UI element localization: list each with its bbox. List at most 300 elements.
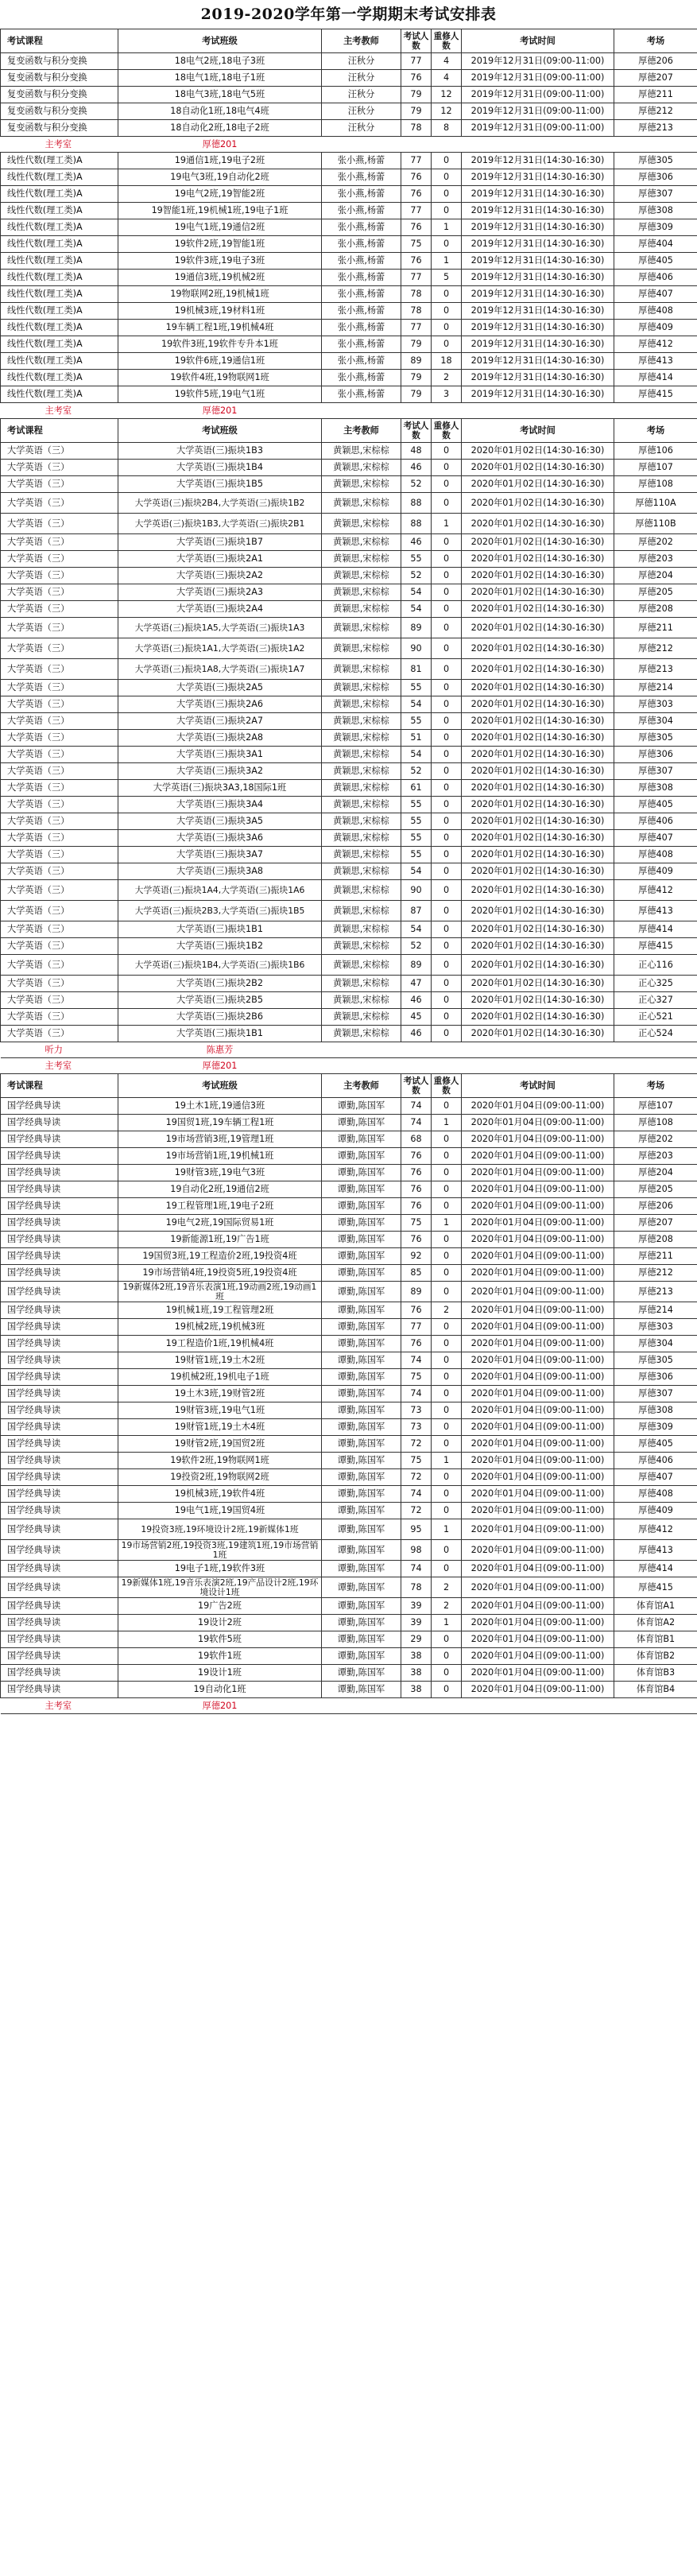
classes-cell: 大学英语(三)振块2A3 xyxy=(118,584,322,601)
time-cell: 2019年12月31日(14:30-16:30) xyxy=(462,336,614,353)
note-blank xyxy=(322,1058,697,1074)
teacher-cell: 黄颖思,宋棕棕 xyxy=(322,797,401,813)
room-cell: 厚德213 xyxy=(614,120,697,137)
retake-cell: 1 xyxy=(432,1519,462,1540)
teacher-cell: 黄颖思,宋棕棕 xyxy=(322,847,401,863)
room-cell: 厚德206 xyxy=(614,1198,697,1215)
room-cell: 厚德205 xyxy=(614,584,697,601)
table-row xyxy=(1,236,697,253)
course-cell: 国学经典导读 xyxy=(1,1352,118,1369)
retake-cell: 0 xyxy=(432,1026,462,1042)
teacher-cell: 张小燕,杨蕾 xyxy=(322,336,401,353)
retake-cell: 1 xyxy=(432,1115,462,1131)
room-cell: 厚德306 xyxy=(614,169,697,186)
time-cell: 2020年01月02日(14:30-16:30) xyxy=(462,847,614,863)
time-cell: 2019年12月31日(14:30-16:30) xyxy=(462,253,614,270)
table-row xyxy=(1,203,697,219)
room-cell: 厚德405 xyxy=(614,1436,697,1453)
room-cell: 厚德108 xyxy=(614,476,697,493)
time-cell: 2020年01月02日(14:30-16:30) xyxy=(462,534,614,551)
retake-cell: 0 xyxy=(432,203,462,219)
room-cell: 厚德409 xyxy=(614,863,697,880)
count-cell: 73 xyxy=(401,1419,432,1436)
retake-cell: 0 xyxy=(432,443,462,460)
course-cell: 线性代数(理工类)A xyxy=(1,353,118,370)
time-cell: 2020年01月02日(14:30-16:30) xyxy=(462,638,614,659)
retake-cell: 0 xyxy=(432,1648,462,1665)
count-cell: 54 xyxy=(401,584,432,601)
room-cell: 正心116 xyxy=(614,955,697,976)
room-cell: 厚德306 xyxy=(614,747,697,763)
teacher-cell: 黄颖思,宋棕棕 xyxy=(322,938,401,955)
retake-cell: 3 xyxy=(432,386,462,403)
retake-cell: 1 xyxy=(432,1615,462,1631)
table-row xyxy=(1,797,697,813)
room-cell: 厚德407 xyxy=(614,1469,697,1486)
table-row xyxy=(1,1402,697,1419)
classes-cell: 19投资3班,19环境设计2班,19新媒体1班 xyxy=(118,1519,322,1540)
teacher-cell: 张小燕,杨蕾 xyxy=(322,253,401,270)
classes-cell: 19物联网2班,19机械1班 xyxy=(118,286,322,303)
table-row xyxy=(1,976,697,992)
room-cell: 厚德303 xyxy=(614,696,697,713)
time-cell: 2020年01月04日(09:00-11:00) xyxy=(462,1098,614,1115)
teacher-cell: 黄颖思,宋棕棕 xyxy=(322,747,401,763)
note-value: 陈惠芳 xyxy=(118,1042,322,1058)
course-cell: 线性代数(理工类)A xyxy=(1,320,118,336)
retake-cell: 0 xyxy=(432,286,462,303)
teacher-cell: 黄颖思,宋棕棕 xyxy=(322,443,401,460)
room-cell: 厚德413 xyxy=(614,1540,697,1561)
room-cell: 厚德408 xyxy=(614,303,697,320)
course-cell: 大学英语（三） xyxy=(1,696,118,713)
room-cell: 厚德213 xyxy=(614,659,697,680)
retake-cell: 0 xyxy=(432,1131,462,1148)
retake-cell: 0 xyxy=(432,153,462,169)
table-row xyxy=(1,551,697,568)
retake-cell: 0 xyxy=(432,992,462,1009)
count-cell: 46 xyxy=(401,1026,432,1042)
classes-cell: 19市场营销2班,19投资3班,19建筑1班,19市场营销1班 xyxy=(118,1540,322,1561)
classes-cell: 大学英语(三)振块3A3,18国际1班 xyxy=(118,780,322,797)
time-cell: 2020年01月02日(14:30-16:30) xyxy=(462,696,614,713)
retake-cell: 0 xyxy=(432,169,462,186)
classes-cell: 19新媒体2班,19音乐表演1班,19动画2班,19动画1班 xyxy=(118,1282,322,1302)
time-cell: 2020年01月02日(14:30-16:30) xyxy=(462,680,614,696)
teacher-cell: 张小燕,杨蕾 xyxy=(322,236,401,253)
table-row xyxy=(1,493,697,514)
count-cell: 76 xyxy=(401,253,432,270)
teacher-cell: 张小燕,杨蕾 xyxy=(322,169,401,186)
retake-cell: 0 xyxy=(432,638,462,659)
count-cell: 79 xyxy=(401,87,432,103)
teacher-cell: 黄颖思,宋棕棕 xyxy=(322,921,401,938)
count-cell: 81 xyxy=(401,659,432,680)
room-cell: 厚德308 xyxy=(614,1402,697,1419)
room-cell: 厚德107 xyxy=(614,1098,697,1115)
table-row xyxy=(1,1302,697,1319)
header-time: 考试时间 xyxy=(462,29,614,53)
teacher-cell: 黄颖思,宋棕棕 xyxy=(322,713,401,730)
time-cell: 2019年12月31日(09:00-11:00) xyxy=(462,53,614,70)
retake-cell: 2 xyxy=(432,1302,462,1319)
retake-cell: 0 xyxy=(432,696,462,713)
retake-cell: 0 xyxy=(432,1319,462,1336)
classes-cell: 18电气2班,18电子3班 xyxy=(118,53,322,70)
retake-cell: 1 xyxy=(432,1215,462,1232)
course-cell: 大学英语（三） xyxy=(1,534,118,551)
count-cell: 90 xyxy=(401,880,432,901)
course-cell: 大学英语（三） xyxy=(1,713,118,730)
table-row xyxy=(1,1631,697,1648)
teacher-cell: 张小燕,杨蕾 xyxy=(322,203,401,219)
table-row xyxy=(1,270,697,286)
course-cell: 国学经典导读 xyxy=(1,1148,118,1165)
count-cell: 76 xyxy=(401,70,432,87)
time-cell: 2020年01月04日(09:00-11:00) xyxy=(462,1503,614,1519)
room-cell: 厚德108 xyxy=(614,1115,697,1131)
count-cell: 55 xyxy=(401,830,432,847)
time-cell: 2020年01月02日(14:30-16:30) xyxy=(462,460,614,476)
course-cell: 线性代数(理工类)A xyxy=(1,286,118,303)
time-cell: 2019年12月31日(14:30-16:30) xyxy=(462,186,614,203)
course-cell: 大学英语（三） xyxy=(1,493,118,514)
teacher-cell: 张小燕,杨蕾 xyxy=(322,153,401,169)
table-row xyxy=(1,638,697,659)
retake-cell: 1 xyxy=(432,1453,462,1469)
room-cell: 厚德207 xyxy=(614,70,697,87)
retake-cell: 0 xyxy=(432,551,462,568)
room-cell: 厚德406 xyxy=(614,270,697,286)
time-cell: 2020年01月02日(14:30-16:30) xyxy=(462,955,614,976)
teacher-cell: 张小燕,杨蕾 xyxy=(322,286,401,303)
table-row xyxy=(1,1336,697,1352)
time-cell: 2019年12月31日(14:30-16:30) xyxy=(462,153,614,169)
room-cell: 厚德414 xyxy=(614,921,697,938)
time-cell: 2020年01月04日(09:00-11:00) xyxy=(462,1402,614,1419)
retake-cell: 0 xyxy=(432,534,462,551)
classes-cell: 19广告2班 xyxy=(118,1598,322,1615)
course-cell: 国学经典导读 xyxy=(1,1319,118,1336)
course-cell: 线性代数(理工类)A xyxy=(1,203,118,219)
table-row xyxy=(1,87,697,103)
header-classes: 考试班级 xyxy=(118,29,322,53)
time-cell: 2020年01月04日(09:00-11:00) xyxy=(462,1319,614,1336)
table-row xyxy=(1,1181,697,1198)
classes-cell: 19国贸1班,19车辆工程1班 xyxy=(118,1115,322,1131)
room-cell: 正心524 xyxy=(614,1026,697,1042)
retake-cell: 0 xyxy=(432,813,462,830)
retake-cell: 0 xyxy=(432,1352,462,1369)
time-cell: 2019年12月31日(09:00-11:00) xyxy=(462,87,614,103)
retake-cell: 0 xyxy=(432,1165,462,1181)
table-row xyxy=(1,1026,697,1042)
teacher-cell: 黄颖思,宋棕棕 xyxy=(322,460,401,476)
course-cell: 大学英语（三） xyxy=(1,551,118,568)
count-cell: 89 xyxy=(401,955,432,976)
retake-cell: 0 xyxy=(432,1469,462,1486)
room-cell: 厚德214 xyxy=(614,1302,697,1319)
classes-cell: 19软件5班 xyxy=(118,1631,322,1648)
course-cell: 大学英语（三） xyxy=(1,830,118,847)
course-cell: 复变函数与积分变换 xyxy=(1,87,118,103)
count-cell: 89 xyxy=(401,353,432,370)
table-row xyxy=(1,1615,697,1631)
count-cell: 75 xyxy=(401,1215,432,1232)
time-cell: 2020年01月04日(09:00-11:00) xyxy=(462,1631,614,1648)
room-cell: 厚德414 xyxy=(614,1561,697,1577)
teacher-cell: 谭勤,陈国军 xyxy=(322,1436,401,1453)
time-cell: 2020年01月02日(14:30-16:30) xyxy=(462,730,614,747)
teacher-cell: 黄颖思,宋棕棕 xyxy=(322,780,401,797)
room-cell: 厚德415 xyxy=(614,1577,697,1598)
classes-cell: 19电气2班,19国际贸易1班 xyxy=(118,1215,322,1232)
teacher-cell: 汪秋分 xyxy=(322,120,401,137)
time-cell: 2020年01月04日(09:00-11:00) xyxy=(462,1115,614,1131)
header-retake: 重修人数 xyxy=(432,419,462,443)
retake-cell: 0 xyxy=(432,236,462,253)
note-label: 主考室 xyxy=(1,137,118,153)
table-row xyxy=(1,601,697,618)
teacher-cell: 黄颖思,宋棕棕 xyxy=(322,534,401,551)
time-cell: 2019年12月31日(14:30-16:30) xyxy=(462,303,614,320)
course-cell: 大学英语（三） xyxy=(1,847,118,863)
classes-cell: 19市场营销3班,19管理1班 xyxy=(118,1131,322,1148)
course-cell: 线性代数(理工类)A xyxy=(1,336,118,353)
classes-cell: 大学英语(三)振块2A5 xyxy=(118,680,322,696)
room-cell: 厚德207 xyxy=(614,1215,697,1232)
table-row xyxy=(1,880,697,901)
course-cell: 国学经典导读 xyxy=(1,1232,118,1248)
course-cell: 国学经典导读 xyxy=(1,1215,118,1232)
teacher-cell: 谭勤,陈国军 xyxy=(322,1615,401,1631)
course-cell: 国学经典导读 xyxy=(1,1631,118,1648)
note-blank xyxy=(322,137,697,153)
count-cell: 75 xyxy=(401,1369,432,1386)
teacher-cell: 张小燕,杨蕾 xyxy=(322,320,401,336)
table-row xyxy=(1,747,697,763)
classes-cell: 大学英语(三)振块2B2 xyxy=(118,976,322,992)
time-cell: 2020年01月04日(09:00-11:00) xyxy=(462,1436,614,1453)
retake-cell: 0 xyxy=(432,763,462,780)
classes-cell: 19市场营销1班,19机械1班 xyxy=(118,1148,322,1165)
header-count: 考试人数 xyxy=(401,29,432,53)
table-row xyxy=(1,53,697,70)
room-cell: 厚德206 xyxy=(614,53,697,70)
retake-cell: 0 xyxy=(432,1631,462,1648)
header-teacher: 主考教师 xyxy=(322,29,401,53)
room-cell: 厚德407 xyxy=(614,286,697,303)
retake-cell: 0 xyxy=(432,303,462,320)
table-row xyxy=(1,863,697,880)
room-cell: 厚德212 xyxy=(614,103,697,120)
course-cell: 大学英语（三） xyxy=(1,763,118,780)
time-cell: 2020年01月02日(14:30-16:30) xyxy=(462,992,614,1009)
note-label: 主考室 xyxy=(1,1058,118,1074)
retake-cell: 1 xyxy=(432,253,462,270)
room-cell: 厚德214 xyxy=(614,680,697,696)
retake-cell: 2 xyxy=(432,1598,462,1615)
count-cell: 77 xyxy=(401,53,432,70)
table-row xyxy=(1,1682,697,1698)
course-cell: 线性代数(理工类)A xyxy=(1,386,118,403)
course-cell: 大学英语（三） xyxy=(1,747,118,763)
retake-cell: 0 xyxy=(432,1665,462,1682)
room-cell: 厚德307 xyxy=(614,763,697,780)
teacher-cell: 黄颖思,宋棕棕 xyxy=(322,863,401,880)
count-cell: 76 xyxy=(401,1148,432,1165)
note-row xyxy=(1,1042,697,1058)
room-cell: 厚德208 xyxy=(614,1232,697,1248)
teacher-cell: 张小燕,杨蕾 xyxy=(322,219,401,236)
classes-cell: 大学英语(三)振块2A8 xyxy=(118,730,322,747)
teacher-cell: 黄颖思,宋棕棕 xyxy=(322,514,401,534)
count-cell: 48 xyxy=(401,443,432,460)
course-cell: 大学英语（三） xyxy=(1,901,118,921)
teacher-cell: 黄颖思,宋棕棕 xyxy=(322,696,401,713)
table-row xyxy=(1,460,697,476)
teacher-cell: 黄颖思,宋棕棕 xyxy=(322,992,401,1009)
classes-cell: 大学英语(三)振块2A1 xyxy=(118,551,322,568)
classes-cell: 19电气3班,19自动化2班 xyxy=(118,169,322,186)
note-row xyxy=(1,137,697,153)
header-row xyxy=(1,1074,697,1098)
table-row xyxy=(1,921,697,938)
course-cell: 线性代数(理工类)A xyxy=(1,236,118,253)
course-cell: 国学经典导读 xyxy=(1,1503,118,1519)
note-blank xyxy=(322,1042,697,1058)
count-cell: 74 xyxy=(401,1352,432,1369)
table-row xyxy=(1,120,697,137)
course-cell: 大学英语（三） xyxy=(1,992,118,1009)
classes-cell: 大学英语(三)振块1B2 xyxy=(118,938,322,955)
room-cell: 体育馆B2 xyxy=(614,1648,697,1665)
teacher-cell: 黄颖思,宋棕棕 xyxy=(322,730,401,747)
time-cell: 2019年12月31日(14:30-16:30) xyxy=(462,353,614,370)
teacher-cell: 谭勤,陈国军 xyxy=(322,1386,401,1402)
retake-cell: 2 xyxy=(432,370,462,386)
course-cell: 国学经典导读 xyxy=(1,1165,118,1181)
room-cell: 厚德211 xyxy=(614,618,697,638)
count-cell: 74 xyxy=(401,1486,432,1503)
teacher-cell: 谭勤,陈国军 xyxy=(322,1265,401,1282)
room-cell: 正心521 xyxy=(614,1009,697,1026)
room-cell: 厚德405 xyxy=(614,253,697,270)
time-cell: 2019年12月31日(14:30-16:30) xyxy=(462,320,614,336)
table-row xyxy=(1,713,697,730)
retake-cell: 0 xyxy=(432,1540,462,1561)
count-cell: 51 xyxy=(401,730,432,747)
table-row xyxy=(1,1503,697,1519)
retake-cell: 0 xyxy=(432,863,462,880)
course-cell: 线性代数(理工类)A xyxy=(1,370,118,386)
table-row xyxy=(1,680,697,696)
retake-cell: 0 xyxy=(432,618,462,638)
note-value: 厚德201 xyxy=(118,403,322,419)
count-cell: 89 xyxy=(401,618,432,638)
room-cell: 厚德203 xyxy=(614,551,697,568)
teacher-cell: 黄颖思,宋棕棕 xyxy=(322,976,401,992)
retake-cell: 0 xyxy=(432,976,462,992)
count-cell: 90 xyxy=(401,638,432,659)
table-row xyxy=(1,1148,697,1165)
course-cell: 大学英语（三） xyxy=(1,880,118,901)
course-cell: 大学英语（三） xyxy=(1,1009,118,1026)
classes-cell: 19机械3班,19软件4班 xyxy=(118,1486,322,1503)
time-cell: 2020年01月02日(14:30-16:30) xyxy=(462,476,614,493)
teacher-cell: 黄颖思,宋棕棕 xyxy=(322,813,401,830)
count-cell: 98 xyxy=(401,1540,432,1561)
count-cell: 77 xyxy=(401,153,432,169)
note-value: 厚德201 xyxy=(118,137,322,153)
room-cell: 厚德305 xyxy=(614,1352,697,1369)
count-cell: 74 xyxy=(401,1098,432,1115)
teacher-cell: 谭勤,陈国军 xyxy=(322,1631,401,1648)
count-cell: 79 xyxy=(401,370,432,386)
classes-cell: 19财管3班,19电气1班 xyxy=(118,1402,322,1419)
classes-cell: 大学英语(三)振块3A4 xyxy=(118,797,322,813)
table-row xyxy=(1,696,697,713)
room-cell: 厚德211 xyxy=(614,87,697,103)
classes-cell: 18电气3班,18电气5班 xyxy=(118,87,322,103)
count-cell: 78 xyxy=(401,303,432,320)
classes-cell: 19财管1班,19土木2班 xyxy=(118,1352,322,1369)
note-row xyxy=(1,403,697,419)
classes-cell: 大学英语(三)振块2B5 xyxy=(118,992,322,1009)
header-retake: 重修人数 xyxy=(432,29,462,53)
count-cell: 55 xyxy=(401,813,432,830)
teacher-cell: 张小燕,杨蕾 xyxy=(322,386,401,403)
course-cell: 国学经典导读 xyxy=(1,1561,118,1577)
time-cell: 2020年01月02日(14:30-16:30) xyxy=(462,880,614,901)
course-cell: 大学英语（三） xyxy=(1,618,118,638)
table-row xyxy=(1,938,697,955)
note-value: 厚德201 xyxy=(118,1058,322,1074)
count-cell: 74 xyxy=(401,1386,432,1402)
header-classes: 考试班级 xyxy=(118,1074,322,1098)
table-row xyxy=(1,1352,697,1369)
table-row xyxy=(1,443,697,460)
table-row xyxy=(1,534,697,551)
classes-cell: 19土木1班,19通信3班 xyxy=(118,1098,322,1115)
course-cell: 国学经典导读 xyxy=(1,1248,118,1265)
note-blank xyxy=(322,1698,697,1714)
time-cell: 2020年01月04日(09:00-11:00) xyxy=(462,1131,614,1148)
teacher-cell: 谭勤,陈国军 xyxy=(322,1402,401,1419)
course-cell: 国学经典导读 xyxy=(1,1519,118,1540)
room-cell: 体育馆A2 xyxy=(614,1615,697,1631)
table-row xyxy=(1,659,697,680)
classes-cell: 大学英语(三)振块1B3,大学英语(三)振块2B1 xyxy=(118,514,322,534)
count-cell: 46 xyxy=(401,534,432,551)
classes-cell: 18自动化2班,18电子2班 xyxy=(118,120,322,137)
retake-cell: 0 xyxy=(432,1369,462,1386)
count-cell: 54 xyxy=(401,696,432,713)
time-cell: 2020年01月04日(09:00-11:00) xyxy=(462,1148,614,1165)
room-cell: 厚德413 xyxy=(614,353,697,370)
time-cell: 2020年01月04日(09:00-11:00) xyxy=(462,1165,614,1181)
course-cell: 国学经典导读 xyxy=(1,1436,118,1453)
count-cell: 52 xyxy=(401,938,432,955)
room-cell: 厚德110B xyxy=(614,514,697,534)
teacher-cell: 汪秋分 xyxy=(322,70,401,87)
time-cell: 2020年01月04日(09:00-11:00) xyxy=(462,1181,614,1198)
table-row xyxy=(1,336,697,353)
count-cell: 52 xyxy=(401,476,432,493)
course-cell: 国学经典导读 xyxy=(1,1115,118,1131)
classes-cell: 19车辆工程1班,19机械4班 xyxy=(118,320,322,336)
teacher-cell: 谭勤,陈国军 xyxy=(322,1302,401,1319)
